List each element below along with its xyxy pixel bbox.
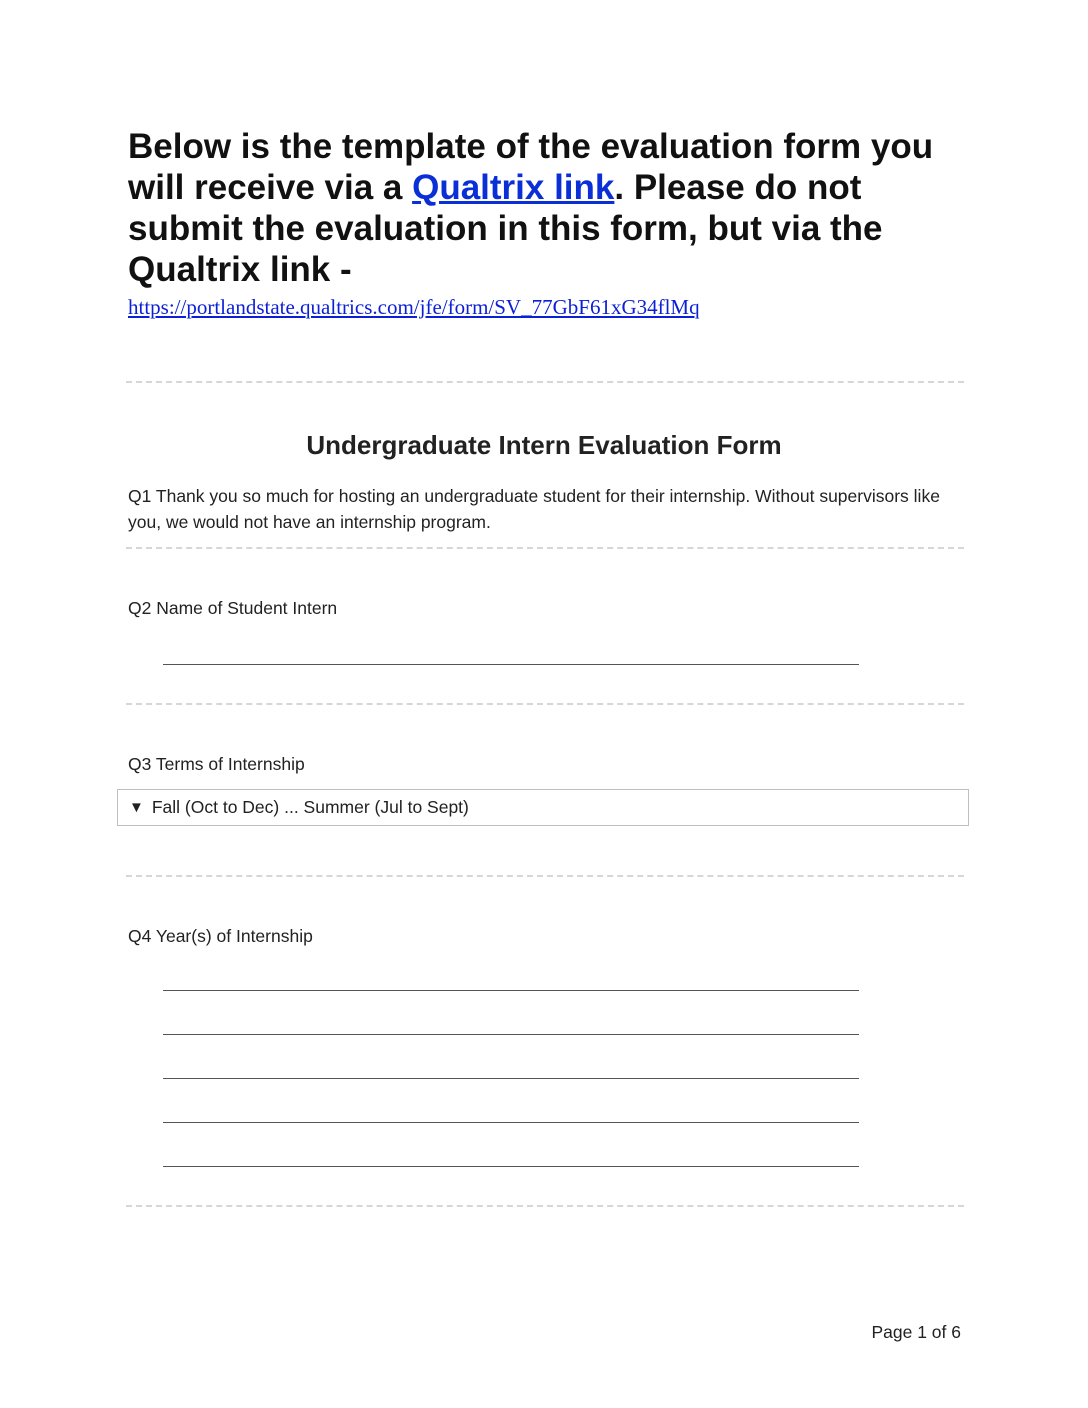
question-q3: Q3 Terms of Internship	[128, 754, 305, 774]
q4-answer-line-1[interactable]	[163, 990, 859, 991]
qualtrics-url-link[interactable]: https://portlandstate.qualtrics.com/jfe/form/SV_77GbF61xG34flMq	[128, 295, 700, 319]
section-divider	[126, 1205, 964, 1207]
dropdown-arrow-icon: ▼	[129, 799, 144, 816]
question-q1: Q1 Thank you so much for hosting an undergraduate student for their internship. Without supervisors like you, we would not have an internship program.	[128, 486, 940, 532]
q4-answer-line-5[interactable]	[163, 1166, 859, 1167]
question-q2: Q2 Name of Student Intern	[128, 598, 338, 618]
section-divider	[126, 703, 964, 705]
terms-dropdown-value: Fall (Oct to Dec) ... Summer (Jul to Sept)	[151, 797, 469, 817]
section-divider	[126, 875, 964, 877]
qualtrix-link[interactable]: Qualtrix link	[412, 168, 615, 207]
form-title: Undergraduate Intern Evaluation Form	[306, 430, 782, 460]
q2-answer-line[interactable]	[163, 664, 859, 665]
section-divider	[126, 381, 964, 383]
q4-answer-line-2[interactable]	[163, 1034, 859, 1035]
page-number: Page 1 of 6	[871, 1322, 961, 1342]
question-q4: Q4 Year(s) of Internship	[128, 926, 313, 946]
intro-text-before-link: Below is the template of the evaluation form you will receive via a	[128, 127, 934, 207]
terms-dropdown[interactable]	[117, 789, 969, 826]
q4-answer-line-3[interactable]	[163, 1078, 859, 1079]
q4-answer-line-4[interactable]	[163, 1122, 859, 1123]
section-divider	[126, 547, 964, 549]
intro-heading	[128, 126, 968, 290]
intro-text-after-link: . Please do not submit the evaluation in this form, but via the Qualtrix link -	[128, 168, 883, 289]
